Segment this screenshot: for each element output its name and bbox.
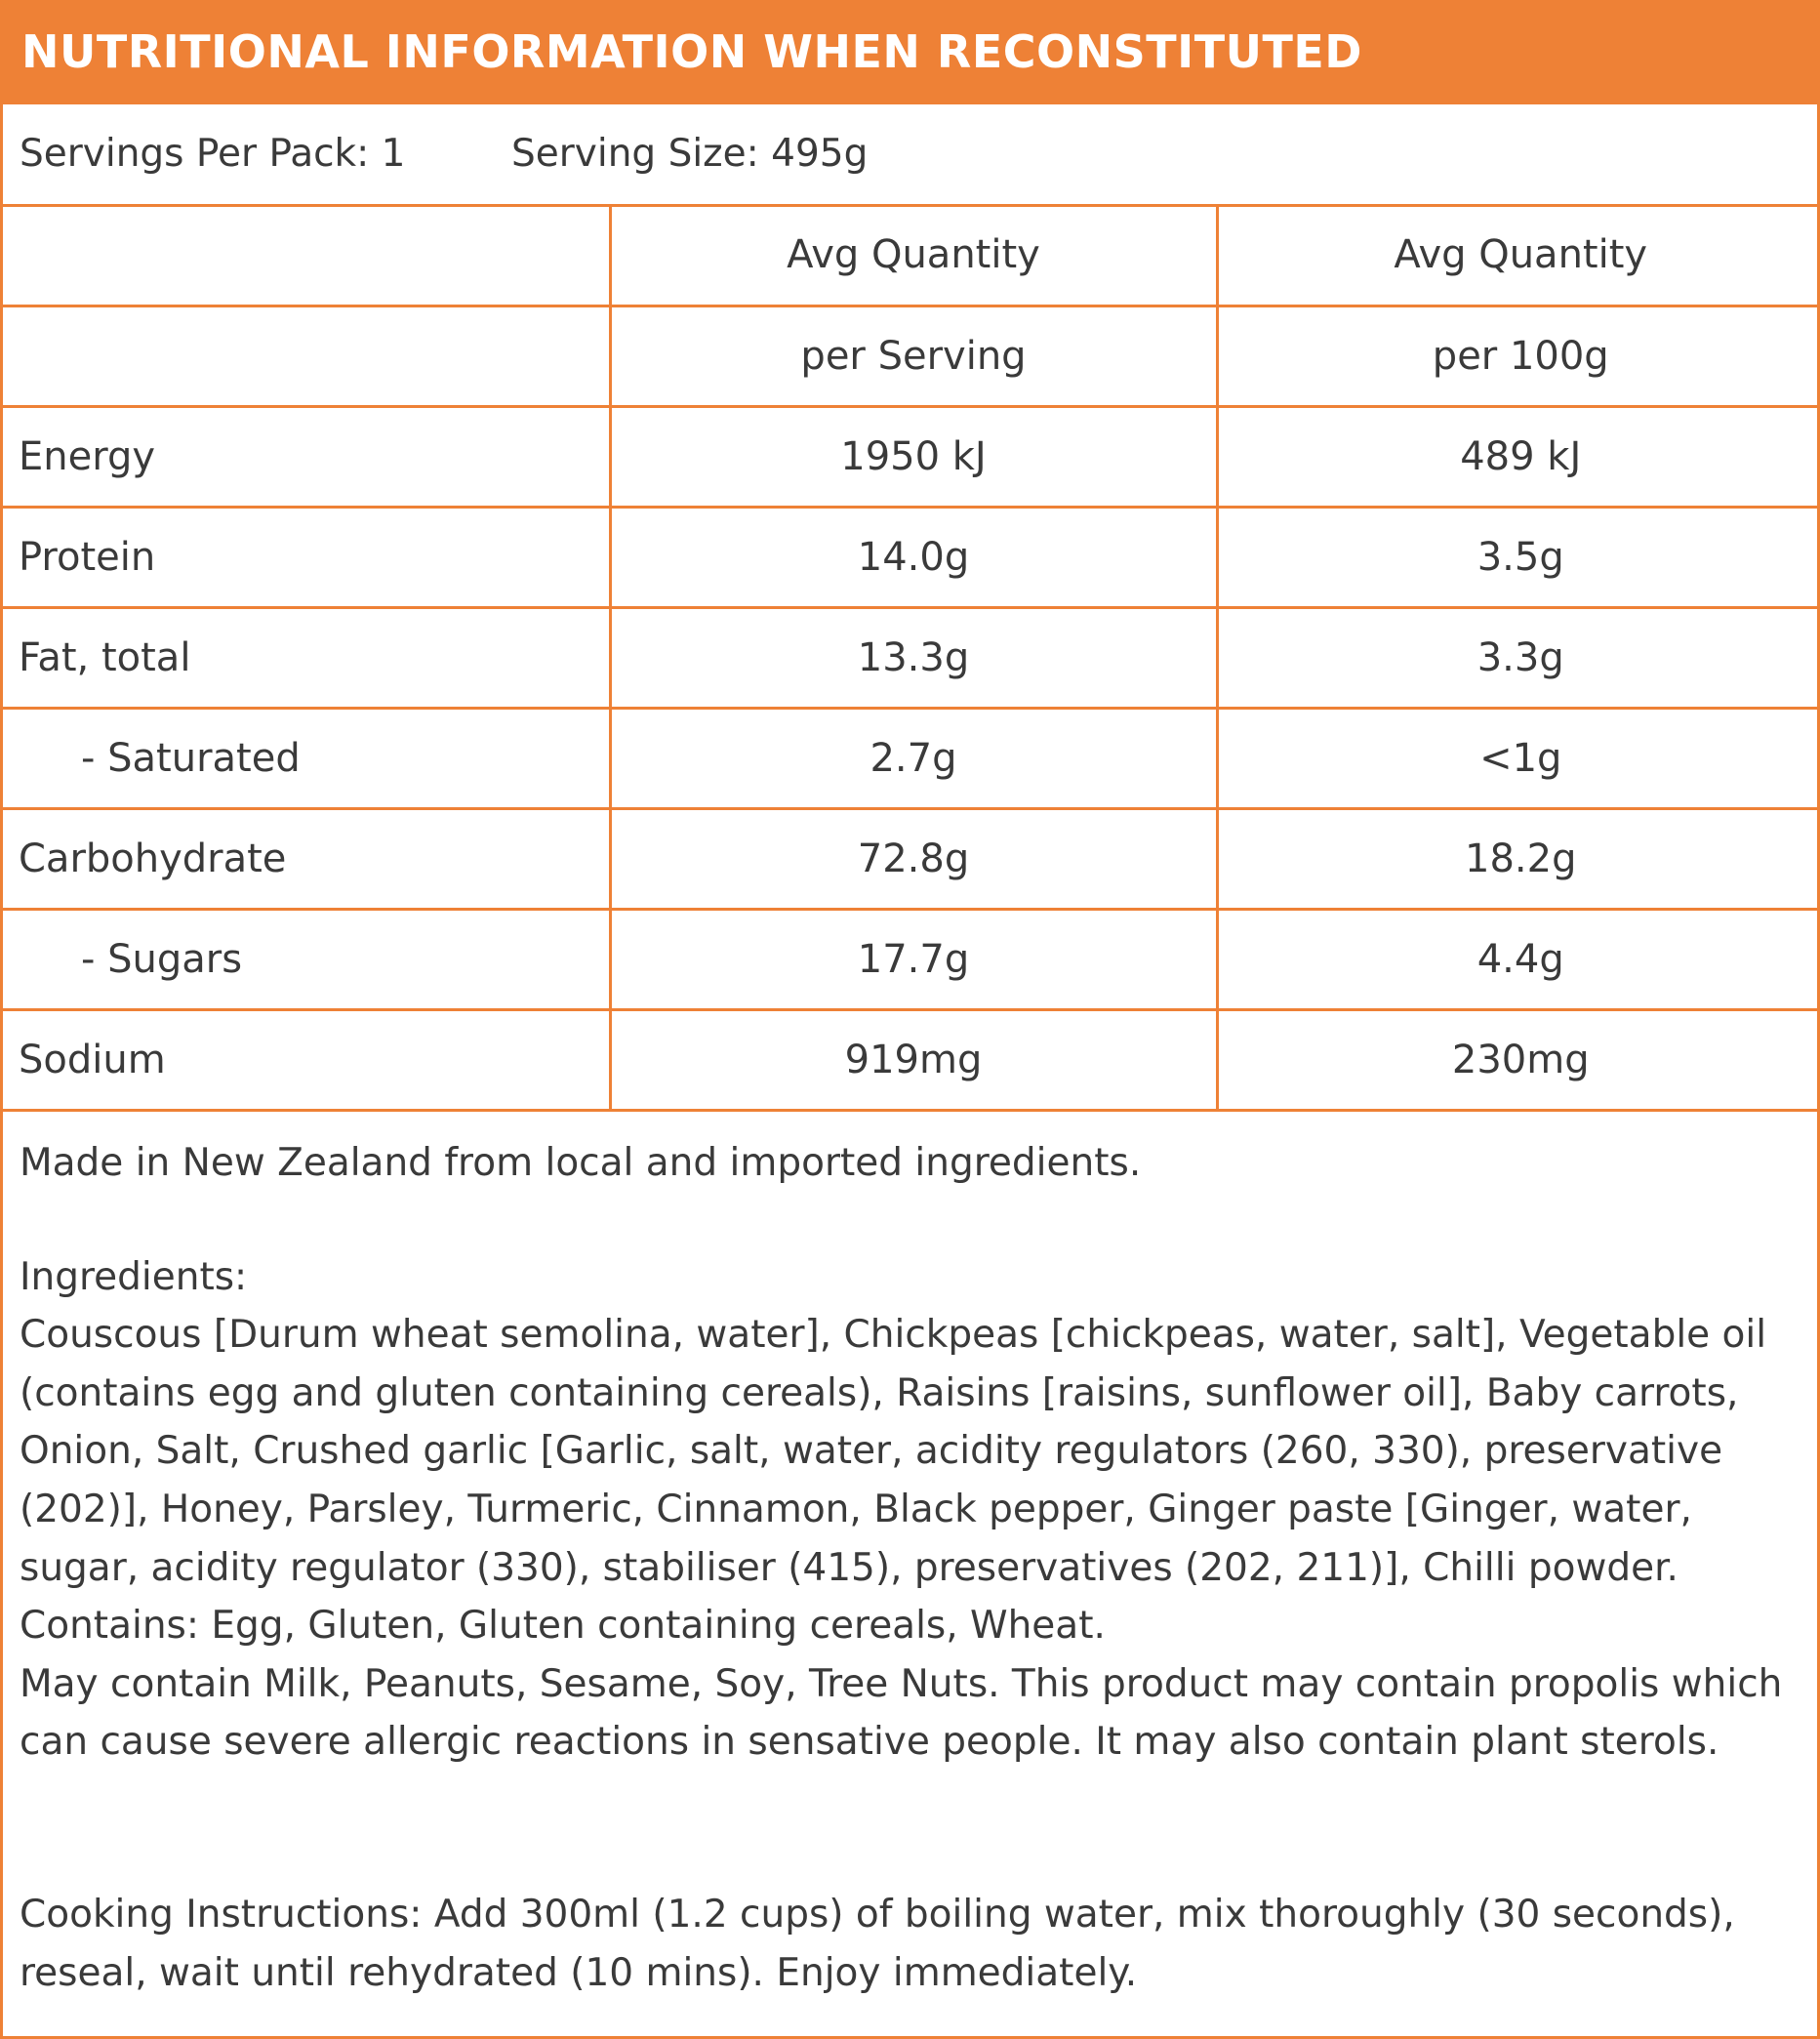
- nutrient-label: Sodium: [3, 1009, 610, 1110]
- table-row: [3, 507, 1820, 607]
- notes-section: [20, 1134, 1805, 2002]
- table-row: [3, 808, 1820, 909]
- per-100g-value: <1g: [1217, 708, 1820, 808]
- per-100g-value: 3.5g: [1217, 507, 1820, 607]
- per-serving-value: 919mg: [610, 1009, 1217, 1110]
- nutrient-sub-label: - Sugars: [3, 909, 610, 1009]
- per-100g-value: 4.4g: [1217, 909, 1820, 1009]
- per-serving-value: 2.7g: [610, 708, 1217, 808]
- table-row: [3, 1009, 1820, 1110]
- nutrient-label: Carbohydrate: [3, 808, 610, 909]
- ingredients-list: Couscous [Durum wheat semolina, water], Chickpeas [chickpeas, water, salt], Vegetable oil (contains egg and gluten containing cereals), Raisins [raisins, sunflower oil], Baby carrots, Onion, Salt, Crushed garlic [Garlic, salt, water, acidity regulators (260, 330), preservative (202)], Honey, Parsley, Turmeric, Cinnamon, Black pepper, Ginger paste [Ginger, water, sugar, acidity regulator (330), stabiliser (415), preservatives (202, 211)], Chilli powder.: [20, 1313, 1767, 1590]
- header-cell-label: [3, 306, 610, 406]
- header-cell-label: [3, 205, 610, 306]
- table-header-row: [3, 205, 1820, 306]
- table-row: [3, 607, 1820, 708]
- allergen-may-contain: May contain Milk, Peanuts, Sesame, Soy, Tree Nuts. This product may contain propolis which can cause severe allergic reactions in sensative people. It may also contain plant sterols.: [20, 1661, 1783, 1765]
- header-cell-per-100g: per 100g: [1217, 306, 1820, 406]
- title-bar: [3, 0, 1820, 104]
- table-header-row: [3, 306, 1820, 406]
- per-serving-value: 72.8g: [610, 808, 1217, 909]
- allergen-contains: Contains: Egg, Gluten, Gluten containing cereals, Wheat.: [20, 1604, 1106, 1649]
- table-row: [3, 406, 1820, 507]
- nutrient-label: Protein: [3, 507, 610, 607]
- header-cell-per-serving: per Serving: [610, 306, 1217, 406]
- header-cell-per-serving: Avg Quantity: [610, 205, 1217, 306]
- nutrient-label: Fat, total: [3, 607, 610, 708]
- nutrition-table: [3, 205, 1820, 1112]
- per-100g-value: 230mg: [1217, 1009, 1820, 1110]
- per-100g-value: 18.2g: [1217, 808, 1820, 909]
- header-cell-per-100g: Avg Quantity: [1217, 205, 1820, 306]
- panel-title: NUTRITIONAL INFORMATION WHEN RECONSTITUTED: [21, 25, 1362, 78]
- per-100g-value: 489 kJ: [1217, 406, 1820, 507]
- serving-size: Serving Size: 495g: [511, 132, 869, 176]
- spacer: [20, 1193, 1805, 1248]
- cooking-instructions: Cooking Instructions: Add 300ml (1.2 cups) of boiling water, mix thoroughly (30 seconds), reseal, wait until rehydrated (10 mins). Enjoy immediately.: [20, 1892, 1735, 1995]
- per-serving-value: 14.0g: [610, 507, 1217, 607]
- ingredients-heading: Ingredients:: [20, 1254, 248, 1299]
- table-row: [3, 909, 1820, 1009]
- servings-per-pack: Servings Per Pack: 1: [20, 132, 406, 176]
- spacer: [20, 1772, 1805, 1886]
- per-serving-value: 13.3g: [610, 607, 1217, 708]
- table-row: [3, 708, 1820, 808]
- origin-statement: Made in New Zealand from local and imported ingredients.: [20, 1141, 1142, 1185]
- per-serving-value: 17.7g: [610, 909, 1217, 1009]
- per-100g-value: 3.3g: [1217, 607, 1820, 708]
- per-serving-value: 1950 kJ: [610, 406, 1217, 507]
- nutrient-label: Energy: [3, 406, 610, 507]
- serving-info-row: [3, 104, 1820, 207]
- nutrient-sub-label: - Saturated: [3, 708, 610, 808]
